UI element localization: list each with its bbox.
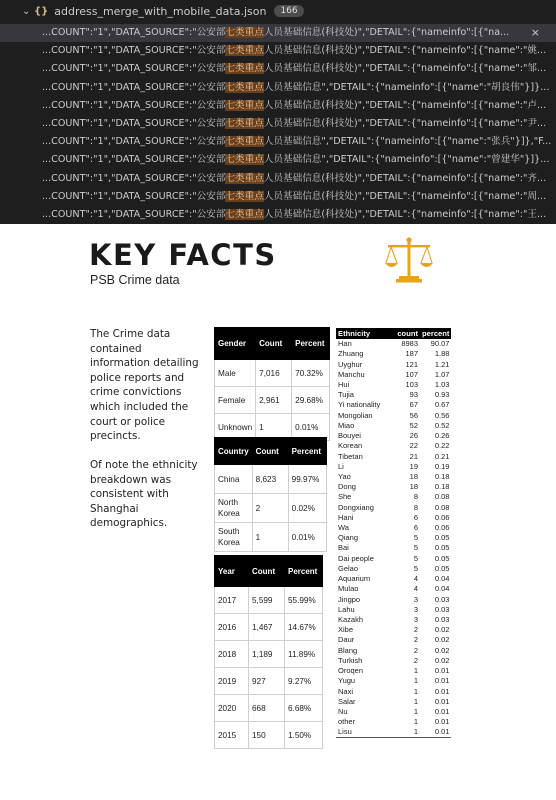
table-row xyxy=(336,472,451,482)
table-row xyxy=(336,359,451,369)
table-cell: 0.01 xyxy=(420,727,451,738)
table-row xyxy=(215,614,323,641)
table-cell: Female xyxy=(215,387,256,414)
search-result-row[interactable] xyxy=(0,115,556,133)
table-cell: 1 xyxy=(413,696,418,706)
result-text-before: ...COUNT":"1","DATA_SOURCE":"公安部 xyxy=(42,99,226,111)
table-row xyxy=(336,574,451,584)
table-cell: 0.06 xyxy=(434,523,450,533)
table-cell: Bouyei xyxy=(338,431,361,441)
result-text-after: 人员基础信息","DETAIL":{"nameinfo":[{"name":"曾建华"}]}... xyxy=(263,154,550,166)
match-count-badge: 166 xyxy=(274,5,303,17)
table-cell: Male xyxy=(215,360,256,387)
table-cell: 1 xyxy=(413,676,418,686)
table-row xyxy=(336,380,451,390)
table-row xyxy=(336,697,451,707)
table-row xyxy=(336,727,451,738)
table-cell: 9.27% xyxy=(285,668,323,695)
match-highlight: 七类重点 xyxy=(225,27,264,38)
table-row xyxy=(336,523,451,533)
table-cell: 0.05 xyxy=(434,543,450,553)
table-cell: 8 xyxy=(413,492,418,502)
table-cell: 2 xyxy=(413,635,418,645)
table-cell: 0.08 xyxy=(434,492,450,502)
table-cell: Salar xyxy=(338,696,356,706)
table-cell: 0.52 xyxy=(434,420,450,430)
table-row xyxy=(336,676,451,686)
table-cell: 4 xyxy=(413,584,418,594)
table-cell: 0.21 xyxy=(434,451,450,461)
table-cell: Yi nationality xyxy=(338,400,381,410)
table-row xyxy=(336,543,451,553)
table-cell: 67 xyxy=(409,400,418,410)
table-row xyxy=(336,492,451,502)
description-paragraph: The Crime data contained information detailing police reports and crime convictions which included the court or police precincts. xyxy=(90,328,199,443)
table-cell: Dongxiang xyxy=(338,502,374,512)
table-row xyxy=(215,641,323,668)
column-header: Percent xyxy=(285,556,323,587)
table-cell: Xibe xyxy=(338,625,354,635)
table-cell: 90.07 xyxy=(430,339,450,349)
table-cell: Lisu xyxy=(336,727,392,738)
table-cell: Lahu xyxy=(338,604,355,614)
table-cell: Yugu xyxy=(338,676,356,686)
table-cell: 26 xyxy=(409,431,418,441)
table-cell: 0.26 xyxy=(434,431,450,441)
table-cell: 8,623 xyxy=(252,465,288,494)
table-cell: 0.02 xyxy=(434,635,450,645)
scale-of-justice-icon xyxy=(384,236,434,284)
table-cell: 1.88 xyxy=(434,349,450,359)
table-cell: 56 xyxy=(409,410,418,420)
file-name: address_merge_with_mobile_data.json xyxy=(54,4,267,18)
table-row xyxy=(336,646,451,656)
table-cell: 1,189 xyxy=(249,641,285,668)
table-cell: 6 xyxy=(413,523,418,533)
table-cell: 0.01 xyxy=(434,706,450,716)
table-cell: 0.67 xyxy=(434,400,450,410)
table-cell: 2,961 xyxy=(256,387,292,414)
table-cell: 2 xyxy=(252,494,288,523)
table-cell: Aquarium xyxy=(338,574,371,584)
table-cell: 0.04 xyxy=(434,574,450,584)
table-cell: 103 xyxy=(405,379,418,389)
table-cell: Kazakh xyxy=(338,615,364,625)
table-cell: 0.02 xyxy=(434,655,450,665)
table-cell: 0.05 xyxy=(434,533,450,543)
table-row xyxy=(336,441,451,451)
table-cell: 29.68% xyxy=(292,387,330,414)
table-cell: 0.03 xyxy=(434,604,450,614)
table-cell: 2 xyxy=(413,645,418,655)
column-header: Count xyxy=(256,328,292,360)
result-text-after: 人员基础信息(科技处)","DETAIL":{"nameinfo":[{"name":"齐... xyxy=(263,172,547,184)
table-cell: 18 xyxy=(409,471,418,481)
table-header-row xyxy=(336,328,451,339)
table-cell: 0.22 xyxy=(434,441,450,451)
table-row xyxy=(336,421,451,431)
table-cell: 2020 xyxy=(215,695,249,722)
table-row xyxy=(336,533,451,543)
table-row xyxy=(336,564,451,574)
table-cell: Qiang xyxy=(338,533,359,543)
table-cell: 1 xyxy=(413,686,418,696)
table-row xyxy=(336,625,451,635)
table-header-row xyxy=(215,328,330,360)
table-cell: Jingpo xyxy=(338,594,361,604)
table-cell: 3 xyxy=(413,615,418,625)
table-cell: 0.01 xyxy=(434,717,450,727)
table-cell: Wa xyxy=(338,523,349,533)
table-cell: 2016 xyxy=(215,614,249,641)
column-header: count xyxy=(392,328,420,339)
table-cell: 2018 xyxy=(215,641,249,668)
column-header: Count xyxy=(249,556,285,587)
search-result-row[interactable] xyxy=(0,97,556,115)
table-cell: 6.68% xyxy=(285,695,323,722)
result-text-before: ...COUNT":"1","DATA_SOURCE":"公安部 xyxy=(42,136,226,148)
column-header: Country xyxy=(215,438,253,465)
result-text-after: 人员基础信息(科技处)","DETAIL":{"nameinfo":[{"na... xyxy=(263,27,510,38)
table-cell: 99.97% xyxy=(288,465,326,494)
search-result-row[interactable] xyxy=(0,151,556,169)
table-cell: 0.01 xyxy=(434,696,450,706)
table-row xyxy=(215,494,327,523)
table-cell: 0.01 xyxy=(434,666,450,676)
match-highlight: 七类重点 xyxy=(225,208,264,220)
table-row xyxy=(336,605,451,615)
table-cell: 2019 xyxy=(215,668,249,695)
table-cell: Hui xyxy=(338,379,350,389)
table-row xyxy=(336,717,451,727)
result-text-after: 人员基础信息(科技处)","DETAIL":{"nameinfo":[{"name":"尹... xyxy=(263,117,547,129)
match-highlight: 七类重点 xyxy=(225,154,264,166)
result-text-after: 人员基础信息(科技处)","DETAIL":{"nameinfo":[{"name":"姚... xyxy=(263,45,547,57)
search-result-row[interactable] xyxy=(0,133,556,151)
table-cell: 0.01% xyxy=(288,523,326,552)
table-cell: 0.01 xyxy=(434,686,450,696)
table-row xyxy=(336,594,451,604)
search-result-row[interactable] xyxy=(0,60,556,78)
column-header: Year xyxy=(215,556,249,587)
table-cell: 0.01 xyxy=(434,676,450,686)
table-row xyxy=(336,390,451,400)
table-cell: Mulao xyxy=(338,584,359,594)
match-list xyxy=(0,24,556,224)
table-cell: Turkish xyxy=(338,655,363,665)
chevron-down-icon[interactable]: ⌄ xyxy=(22,5,31,17)
column-header: Percent xyxy=(288,438,326,465)
table-cell: Blang xyxy=(338,645,358,655)
search-result-row[interactable] xyxy=(0,188,556,206)
table-cell: 93 xyxy=(409,390,418,400)
table-cell: 0.05 xyxy=(434,553,450,563)
table-cell: Bai xyxy=(338,543,349,553)
table-row xyxy=(336,615,451,625)
table-cell: 18 xyxy=(409,482,418,492)
table-cell: 107 xyxy=(405,369,418,379)
result-text-before: ...COUNT":"1","DATA_SOURCE":"公安部 xyxy=(42,81,226,93)
result-text-before: ...COUNT":"1","DATA_SOURCE":"公安部 xyxy=(42,154,226,166)
year-table xyxy=(214,555,323,749)
table-row xyxy=(336,666,451,676)
table-row xyxy=(336,462,451,472)
result-text-before: ...COUNT":"1","DATA_SOURCE":"公安部 xyxy=(42,27,226,38)
ethnicity-note-paragraph: Of note the ethnicity breakdown was consistent with Shanghai demographics. xyxy=(90,459,198,530)
gender-table xyxy=(214,327,330,441)
table-row xyxy=(336,451,451,461)
table-cell: 5 xyxy=(413,543,418,553)
result-text-before: ...COUNT":"1","DATA_SOURCE":"公安部 xyxy=(42,190,226,202)
table-row xyxy=(336,349,451,359)
table-cell: 14.67% xyxy=(285,614,323,641)
match-highlight: 七类重点 xyxy=(225,172,264,184)
table-cell: Han xyxy=(338,339,352,349)
table-cell: Naxi xyxy=(338,686,354,696)
page-title: KEY FACTS xyxy=(89,238,277,272)
table-cell: 927 xyxy=(249,668,285,695)
table-row xyxy=(336,554,451,564)
table-cell: 1.03 xyxy=(434,379,450,389)
table-cell: Gelao xyxy=(338,563,359,573)
table-cell: 6 xyxy=(413,512,418,522)
table-cell: 1,467 xyxy=(249,614,285,641)
table-row xyxy=(336,503,451,513)
table-header-row xyxy=(215,438,327,465)
table-cell: 0.08 xyxy=(434,502,450,512)
table-cell: 3 xyxy=(413,594,418,604)
table-cell: Unknown xyxy=(215,414,256,441)
table-cell: 2 xyxy=(413,625,418,635)
table-cell: Uyghur xyxy=(338,359,363,369)
table-cell: 1 xyxy=(392,727,420,738)
table-cell: 0.56 xyxy=(434,410,450,420)
table-cell: Oroqen xyxy=(338,666,364,676)
table-cell: 11.89% xyxy=(285,641,323,668)
table-row xyxy=(336,635,451,645)
table-cell: South Korea xyxy=(215,523,253,552)
table-row xyxy=(336,400,451,410)
table-row xyxy=(215,360,330,387)
table-cell: 22 xyxy=(409,441,418,451)
result-text-after: 人员基础信息","DETAIL":{"nameinfo":[{"name":"张兵"}]},"F... xyxy=(263,136,552,148)
result-text-before: ...COUNT":"1","DATA_SOURCE":"公安部 xyxy=(42,45,226,57)
table-cell: 1 xyxy=(413,717,418,727)
search-result-row[interactable] xyxy=(0,24,556,42)
table-cell: 0.18 xyxy=(434,482,450,492)
result-text-before: ...COUNT":"1","DATA_SOURCE":"公安部 xyxy=(42,208,226,220)
dismiss-result-icon[interactable]: × xyxy=(530,26,540,39)
table-row xyxy=(336,370,451,380)
table-cell: 668 xyxy=(249,695,285,722)
result-text-before: ...COUNT":"1","DATA_SOURCE":"公安部 xyxy=(42,172,226,184)
table-cell: Zhuang xyxy=(338,349,364,359)
column-header: Ethnicity xyxy=(336,328,392,339)
table-cell: 187 xyxy=(405,349,418,359)
table-cell: 3 xyxy=(413,604,418,614)
table-row xyxy=(215,695,323,722)
result-text-after: 人员基础信息","DETAIL":{"nameinfo":[{"name":"胡良伟"}]}... xyxy=(263,81,550,93)
column-header: Count xyxy=(252,438,288,465)
table-cell: 2 xyxy=(413,655,418,665)
table-cell: 0.01% xyxy=(292,414,330,441)
table-cell: Daur xyxy=(338,635,355,645)
table-header-row xyxy=(215,556,323,587)
table-row xyxy=(336,513,451,523)
table-cell: Miao xyxy=(338,420,355,430)
table-cell: She xyxy=(338,492,352,502)
table-row xyxy=(336,686,451,696)
table-cell: 8983 xyxy=(401,339,418,349)
table-cell: 0.05 xyxy=(434,563,450,573)
table-row xyxy=(336,411,451,421)
table-cell: Mongolian xyxy=(338,410,373,420)
result-text-after: 人员基础信息(科技处)","DETAIL":{"nameinfo":[{"name":"周... xyxy=(263,190,547,202)
table-cell: Tujia xyxy=(338,390,354,400)
search-result-row[interactable] xyxy=(0,79,556,97)
table-cell: 0.02% xyxy=(288,494,326,523)
table-cell: 121 xyxy=(405,359,418,369)
result-text-before: ...COUNT":"1","DATA_SOURCE":"公安部 xyxy=(42,63,226,75)
match-highlight: 七类重点 xyxy=(225,45,264,57)
table-cell: Dong xyxy=(338,482,356,492)
table-row xyxy=(215,523,327,552)
table-row xyxy=(336,656,451,666)
table-cell: 1 xyxy=(413,666,418,676)
json-file-icon: {} xyxy=(34,5,49,17)
table-row xyxy=(215,587,323,614)
table-cell: 2017 xyxy=(215,587,249,614)
table-cell: China xyxy=(215,465,253,494)
table-cell: 1 xyxy=(256,414,292,441)
table-cell: 0.18 xyxy=(434,471,450,481)
table-cell: 19 xyxy=(409,461,418,471)
search-result-row[interactable] xyxy=(0,206,556,224)
table-cell: 0.04 xyxy=(434,584,450,594)
table-cell: 5 xyxy=(413,533,418,543)
table-cell: 55.99% xyxy=(285,587,323,614)
search-result-row[interactable] xyxy=(0,170,556,188)
column-header: Gender xyxy=(215,328,256,360)
table-cell: 4 xyxy=(413,574,418,584)
table-cell: Korean xyxy=(338,441,363,451)
table-row xyxy=(215,387,330,414)
table-row xyxy=(215,668,323,695)
table-cell: 52 xyxy=(409,420,418,430)
table-cell: 8 xyxy=(413,502,418,512)
country-table xyxy=(214,437,327,552)
match-highlight: 七类重点 xyxy=(225,81,264,93)
table-cell: 70.32% xyxy=(292,360,330,387)
table-cell: 1 xyxy=(252,523,288,552)
column-header: Percent xyxy=(292,328,330,360)
table-cell: Manchu xyxy=(338,369,365,379)
table-cell: Tibetan xyxy=(338,451,363,461)
table-cell: other xyxy=(338,717,356,727)
result-text-after: 人员基础信息(科技处)","DETAIL":{"nameinfo":[{"name":"王... xyxy=(263,208,547,220)
table-cell: 5 xyxy=(413,563,418,573)
table-row xyxy=(336,482,451,492)
result-text-before: ...COUNT":"1","DATA_SOURCE":"公安部 xyxy=(42,117,226,129)
table-cell: 150 xyxy=(249,722,285,749)
table-cell: 5,599 xyxy=(249,587,285,614)
match-highlight: 七类重点 xyxy=(225,99,264,111)
match-highlight: 七类重点 xyxy=(225,136,264,148)
table-cell: Dai people xyxy=(338,553,374,563)
table-cell: Hani xyxy=(338,512,354,522)
table-cell: 1.07 xyxy=(434,369,450,379)
table-cell: 7,016 xyxy=(256,360,292,387)
result-text-after: 人员基础信息(科技处)","DETAIL":{"nameinfo":[{"name":"邹... xyxy=(263,63,547,75)
table-row xyxy=(336,339,451,349)
page-subtitle: PSB Crime data xyxy=(90,273,180,287)
table-row xyxy=(336,707,451,717)
file-result-header[interactable] xyxy=(0,0,556,22)
table-cell: 0.19 xyxy=(434,461,450,471)
table-row xyxy=(215,465,327,494)
match-highlight: 七类重点 xyxy=(225,190,264,202)
search-results-panel xyxy=(0,0,556,224)
column-header: percent xyxy=(422,329,450,338)
table-cell: 1.21 xyxy=(434,359,450,369)
table-cell: North Korea xyxy=(215,494,253,523)
result-text-after: 人员基础信息(科技处)","DETAIL":{"nameinfo":[{"name":"卢... xyxy=(263,99,547,111)
ethnicity-table xyxy=(336,328,451,738)
table-cell: 0.02 xyxy=(434,645,450,655)
match-highlight: 七类重点 xyxy=(225,63,264,75)
table-cell: 1.50% xyxy=(285,722,323,749)
table-cell: 0.03 xyxy=(434,594,450,604)
match-highlight: 七类重点 xyxy=(225,117,264,129)
table-cell: 21 xyxy=(409,451,418,461)
table-cell: 0.93 xyxy=(434,390,450,400)
search-result-row[interactable] xyxy=(0,42,556,60)
table-cell: Li xyxy=(338,461,344,471)
table-cell: Nu xyxy=(338,706,348,716)
table-cell: 0.06 xyxy=(434,512,450,522)
table-cell: 0.02 xyxy=(434,625,450,635)
table-row xyxy=(215,722,323,749)
table-row xyxy=(336,431,451,441)
table-cell: Yao xyxy=(338,471,351,481)
table-row xyxy=(336,584,451,594)
table-cell: 2015 xyxy=(215,722,249,749)
table-cell: 0.03 xyxy=(434,615,450,625)
table-cell: 5 xyxy=(413,553,418,563)
table-cell: 1 xyxy=(413,706,418,716)
